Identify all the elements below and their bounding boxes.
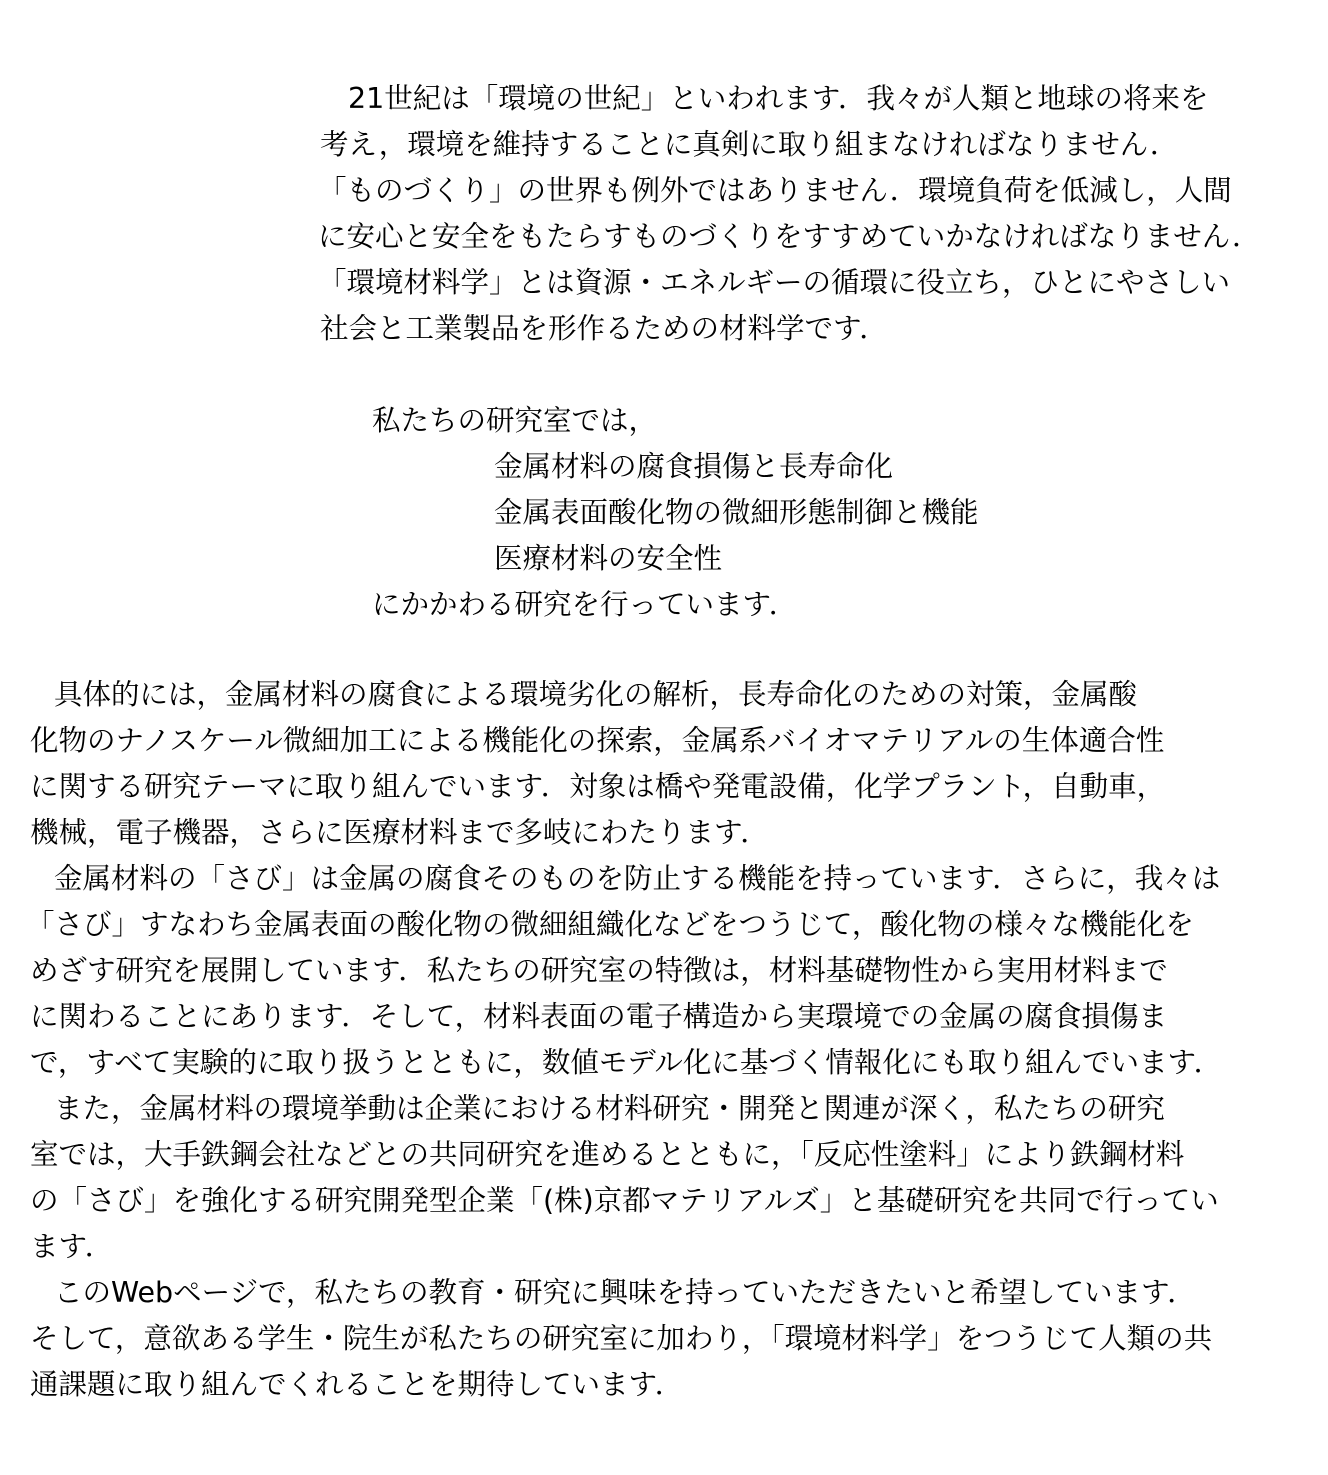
details-line: に関する研究テーマに取り組んでいます．対象は橋や発電設備，化学プラント，自動車， <box>30 770 1166 803</box>
details-line: このWebページで，私たちの教育・研究に興味を持っていただきたいと希望しています． <box>54 1276 1196 1309</box>
intro-line: 「ものづくり」の世界も例外ではありません．環境負荷を低減し，人間 <box>318 174 1232 207</box>
details-line: で，すべて実験的に取り扱うとともに，数値モデル化に基づく情報化にも取り組んでいます． <box>30 1046 1223 1079</box>
details-line: 金属材料の「さび」は金属の腐食そのものを防止する機能を持っています．さらに，我々は <box>54 862 1221 895</box>
details-line: 機械，電子機器，さらに医療材料まで多岐にわたります． <box>30 816 769 849</box>
details-line: そして，意欲ある学生・院生が私たちの研究室に加わり，「環境材料学」をつうじて人類の共 <box>30 1322 1213 1355</box>
lab-topic: 金属材料の腐食損傷と長寿命化 <box>494 450 894 483</box>
intro-line: 考え，環境を維持することに真剣に取り組まなければなりません． <box>320 128 1179 161</box>
intro-line: 社会と工業製品を形作るための材料学です． <box>320 312 888 345</box>
details-line: 具体的には，金属材料の腐食による環境劣化の解析，長寿命化のための対策，金属酸 <box>54 678 1138 711</box>
intro-line: 21世紀は「環境の世紀」といわれます．我々が人類と地球の将来を <box>348 82 1209 115</box>
details-line: 室では，大手鉄鋼会社などとの共同研究を進めるとともに，「反応性塗料」により鉄鋼材料 <box>30 1138 1185 1171</box>
lab-lead: 私たちの研究室では， <box>372 404 658 437</box>
details-line: の「さび」を強化する研究開発型企業「(株)京都マテリアルズ」と基礎研究を共同で行ってい <box>30 1184 1219 1217</box>
details-line: ます． <box>30 1230 114 1263</box>
lab-topic: 金属表面酸化物の微細形態制御と機能 <box>494 496 979 529</box>
details-line: に関わることにあります．そして，材料表面の電子構造から実環境での金属の腐食損傷ま <box>30 1000 1168 1033</box>
lab-topic: 医療材料の安全性 <box>494 542 723 575</box>
intro-line: 「環境材料学」とは資源・エネルギーの循環に役立ち，ひとにやさしい <box>318 266 1231 299</box>
details-line: めざす研究を展開しています．私たちの研究室の特徴は，材料基礎物性から実用材料まで <box>30 954 1168 987</box>
details-line: 通課題に取り組んでくれることを期待しています． <box>30 1368 684 1401</box>
details-line: 化物のナノスケール微細加工による機能化の探索，金属系バイオマテリアルの生体適合性 <box>30 724 1165 757</box>
intro-line: に安心と安全をもたらすものづくりをすすめていかなければなりません． <box>318 220 1261 253</box>
details-line: また，金属材料の環境挙動は企業における材料研究・開発と関連が深く，私たちの研究 <box>54 1092 1165 1125</box>
details-line: 「さび」すなわち金属表面の酸化物の微細組織化などをつうじて，酸化物の様々な機能化を <box>26 908 1194 941</box>
lab-closing: にかかわる研究を行っています． <box>372 588 798 621</box>
